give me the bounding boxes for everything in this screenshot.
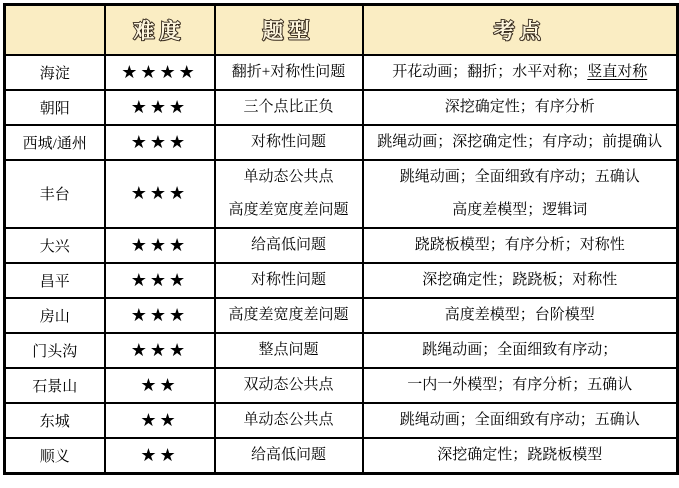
district-label: 顺义 bbox=[39, 448, 70, 465]
table-row bbox=[5, 333, 678, 368]
type-line: 翻折+对称性问题 bbox=[231, 63, 346, 80]
district-label: 朝阳 bbox=[39, 100, 70, 117]
header-cell-district bbox=[5, 5, 105, 55]
difficulty-cell bbox=[105, 263, 215, 298]
points-cell bbox=[363, 298, 678, 333]
points-line bbox=[364, 264, 677, 297]
points-text: 跳绳动画；深挖确定性；有序动；前提确认 bbox=[377, 133, 663, 150]
points-cell bbox=[363, 263, 678, 298]
difficulty-cell bbox=[105, 55, 215, 90]
points-line bbox=[364, 299, 677, 332]
type-line: 给高低问题 bbox=[250, 446, 326, 463]
points-cell bbox=[363, 160, 678, 228]
district-cell bbox=[5, 125, 105, 160]
type-line: 对称性问题 bbox=[250, 133, 326, 150]
star-rating: ★★★ bbox=[130, 304, 189, 326]
star-rating: ★★★ bbox=[130, 183, 189, 204]
table-header bbox=[5, 5, 678, 55]
star-rating: ★★ bbox=[140, 444, 179, 466]
points-text-underlined: 竖直对称 bbox=[587, 63, 648, 80]
points-text: 深挖确定性；有序分析 bbox=[444, 98, 595, 115]
district-cell bbox=[5, 160, 105, 228]
points-line bbox=[364, 229, 677, 262]
points-text: 开花动画；翻折；水平对称； bbox=[392, 63, 588, 80]
district-cell bbox=[5, 403, 105, 438]
header-cell-difficulty bbox=[105, 5, 215, 55]
header-row bbox=[5, 5, 678, 55]
type-cell bbox=[215, 160, 363, 228]
type-cell bbox=[215, 368, 363, 403]
points-cell bbox=[363, 125, 678, 160]
star-rating: ★★★ bbox=[130, 96, 189, 118]
type-cell bbox=[215, 125, 363, 160]
district-cell bbox=[5, 263, 105, 298]
district-cell bbox=[5, 55, 105, 90]
type-line: 对称性问题 bbox=[250, 271, 326, 288]
district-cell bbox=[5, 90, 105, 125]
star-rating: ★★★ bbox=[130, 234, 189, 256]
district-label: 海淀 bbox=[39, 65, 70, 82]
points-cell bbox=[363, 368, 678, 403]
district-label: 东城 bbox=[39, 413, 70, 430]
star-rating: ★★★ bbox=[130, 269, 189, 291]
header-points-label: 考点 bbox=[493, 19, 546, 43]
star-rating: ★★★ bbox=[130, 131, 189, 153]
type-cell bbox=[215, 55, 363, 90]
star-rating: ★★ bbox=[140, 374, 179, 396]
table-row bbox=[5, 263, 678, 298]
difficulty-cell bbox=[105, 298, 215, 333]
points-text: 一内一外模型；有序分析；五确认 bbox=[407, 376, 633, 393]
type-line: 单动态公共点 bbox=[243, 411, 334, 428]
type-cell bbox=[215, 90, 363, 125]
difficulty-cell bbox=[105, 368, 215, 403]
points-text: 深挖确定性；跷跷板模型 bbox=[437, 446, 603, 463]
type-cell bbox=[215, 403, 363, 438]
points-text: 深挖确定性；跷跷板；对称性 bbox=[422, 271, 618, 288]
type-line: 高度差宽度差问题 bbox=[228, 306, 349, 323]
points-cell bbox=[363, 438, 678, 474]
points-line bbox=[364, 369, 677, 402]
header-type-label: 题型 bbox=[262, 19, 315, 43]
type-line: 双动态公共点 bbox=[243, 376, 334, 393]
type-line: 单动态公共点 bbox=[243, 168, 334, 185]
table-row bbox=[5, 160, 678, 228]
district-label: 丰台 bbox=[39, 187, 70, 203]
points-line bbox=[364, 194, 677, 227]
points-cell bbox=[363, 403, 678, 438]
type-line: 三个点比正负 bbox=[243, 98, 334, 115]
table-row bbox=[5, 228, 678, 263]
points-text: 高度差模型；逻辑词 bbox=[452, 201, 588, 218]
type-line: 高度差宽度差问题 bbox=[228, 201, 349, 218]
points-text: 跳绳动画；全面细致有序动；五确认 bbox=[399, 411, 640, 428]
points-line bbox=[364, 126, 677, 159]
star-rating: ★★★★ bbox=[121, 61, 198, 83]
type-cell bbox=[215, 228, 363, 263]
header-cell-type bbox=[215, 5, 363, 55]
points-line bbox=[364, 404, 677, 437]
table-row bbox=[5, 298, 678, 333]
exam-table bbox=[3, 3, 679, 475]
difficulty-cell bbox=[105, 438, 215, 474]
district-label: 大兴 bbox=[39, 238, 70, 255]
difficulty-cell bbox=[105, 90, 215, 125]
table-row bbox=[5, 90, 678, 125]
table-body bbox=[5, 55, 678, 474]
points-line bbox=[364, 56, 677, 89]
district-cell bbox=[5, 368, 105, 403]
points-text: 跷跷板模型；有序分析；对称性 bbox=[414, 236, 625, 253]
table-row bbox=[5, 55, 678, 90]
type-line: 给高低问题 bbox=[250, 236, 326, 253]
points-cell bbox=[363, 228, 678, 263]
table-row bbox=[5, 368, 678, 403]
points-text: 跳绳动画；全面细致有序动； bbox=[422, 341, 618, 358]
type-cell bbox=[215, 298, 363, 333]
district-cell bbox=[5, 298, 105, 333]
points-line bbox=[364, 439, 677, 472]
star-rating: ★★ bbox=[140, 409, 179, 431]
table-row bbox=[5, 403, 678, 438]
points-cell bbox=[363, 333, 678, 368]
star-rating: ★★★ bbox=[130, 339, 189, 361]
points-cell bbox=[363, 90, 678, 125]
table-row bbox=[5, 125, 678, 160]
header-cell-points bbox=[363, 5, 678, 55]
district-label: 昌平 bbox=[39, 273, 70, 290]
district-cell bbox=[5, 333, 105, 368]
district-label: 西城/通州 bbox=[22, 135, 87, 152]
points-text: 跳绳动画；全面细致有序动；五确认 bbox=[399, 168, 640, 185]
table-row bbox=[5, 438, 678, 474]
difficulty-cell bbox=[105, 333, 215, 368]
difficulty-cell bbox=[105, 228, 215, 263]
district-cell bbox=[5, 228, 105, 263]
district-cell bbox=[5, 438, 105, 474]
difficulty-cell bbox=[105, 125, 215, 160]
district-label: 石景山 bbox=[32, 378, 78, 395]
type-cell bbox=[215, 333, 363, 368]
district-label: 房山 bbox=[39, 308, 70, 325]
difficulty-cell bbox=[105, 403, 215, 438]
points-line bbox=[364, 334, 677, 367]
points-line bbox=[364, 91, 677, 124]
points-line bbox=[364, 161, 677, 194]
type-line: 整点问题 bbox=[258, 341, 319, 358]
points-text: 高度差模型；台阶模型 bbox=[444, 306, 595, 323]
type-cell bbox=[215, 263, 363, 298]
type-cell bbox=[215, 438, 363, 474]
header-difficulty-label: 难度 bbox=[133, 19, 186, 43]
points-cell bbox=[363, 55, 678, 90]
difficulty-cell bbox=[105, 160, 215, 228]
district-label: 门头沟 bbox=[32, 343, 78, 360]
